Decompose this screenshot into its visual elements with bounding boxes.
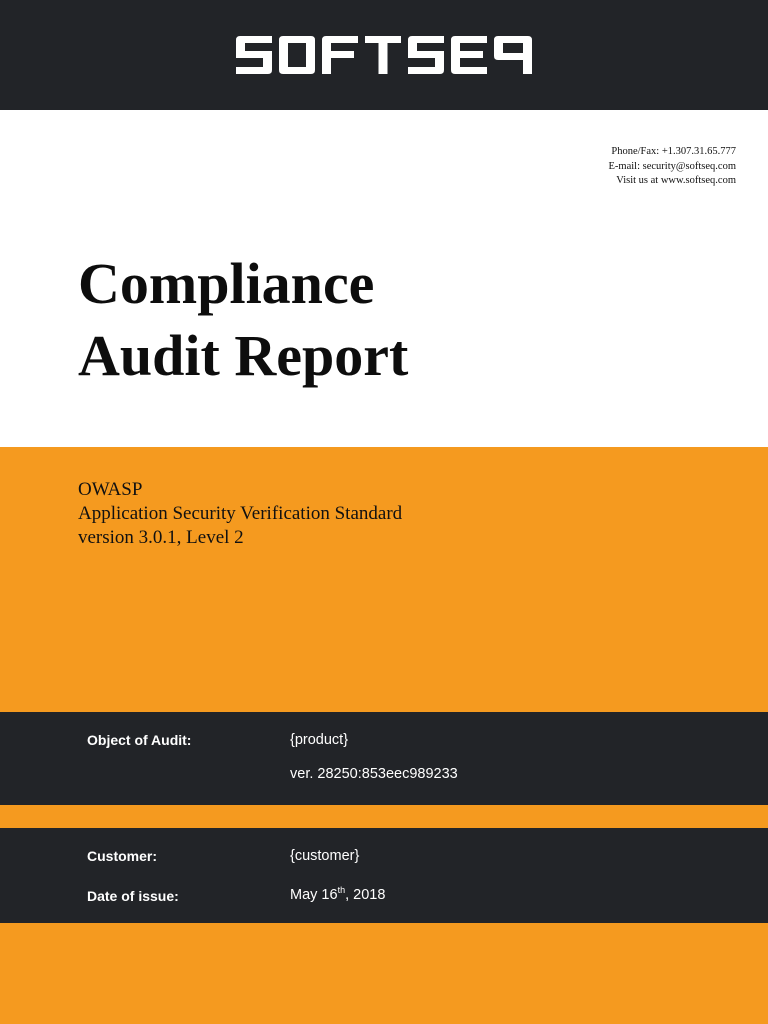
contact-phone: Phone/Fax: +1.307.31.65.777 [611,146,736,157]
softseq-logo [236,36,532,74]
date-of-issue-label: Date of issue: [87,888,179,904]
date-ordinal-suffix: th [337,885,346,896]
contact-info [436,145,736,189]
issue-info-box [0,828,768,923]
date-year: , 2018 [345,887,386,903]
standard-name: Application Security Verification Standard [78,503,403,524]
contact-website: Visit us at www.softseq.com [616,175,736,186]
standard-version: version 3.0.1, Level 2 [78,527,244,548]
header-band [0,0,768,110]
customer-label: Customer: [87,848,158,864]
contact-email: E-mail: security@softseq.com [608,160,736,172]
date-of-issue-value [290,887,385,903]
object-of-audit-value: {product} [290,732,349,748]
report-title-line-1: Compliance [78,251,375,316]
date-month-day: May 16 [290,887,338,903]
report-title [78,248,678,392]
audit-version-value: ver. 28250:853eec989233 [290,766,458,782]
standard-org: OWASP [78,479,143,500]
object-of-audit-label: Object of Audit: [87,732,192,748]
report-title-line-2: Audit Report [78,323,409,388]
standard-description [78,478,678,550]
audit-object-box [0,712,768,805]
customer-value: {customer} [290,848,360,864]
